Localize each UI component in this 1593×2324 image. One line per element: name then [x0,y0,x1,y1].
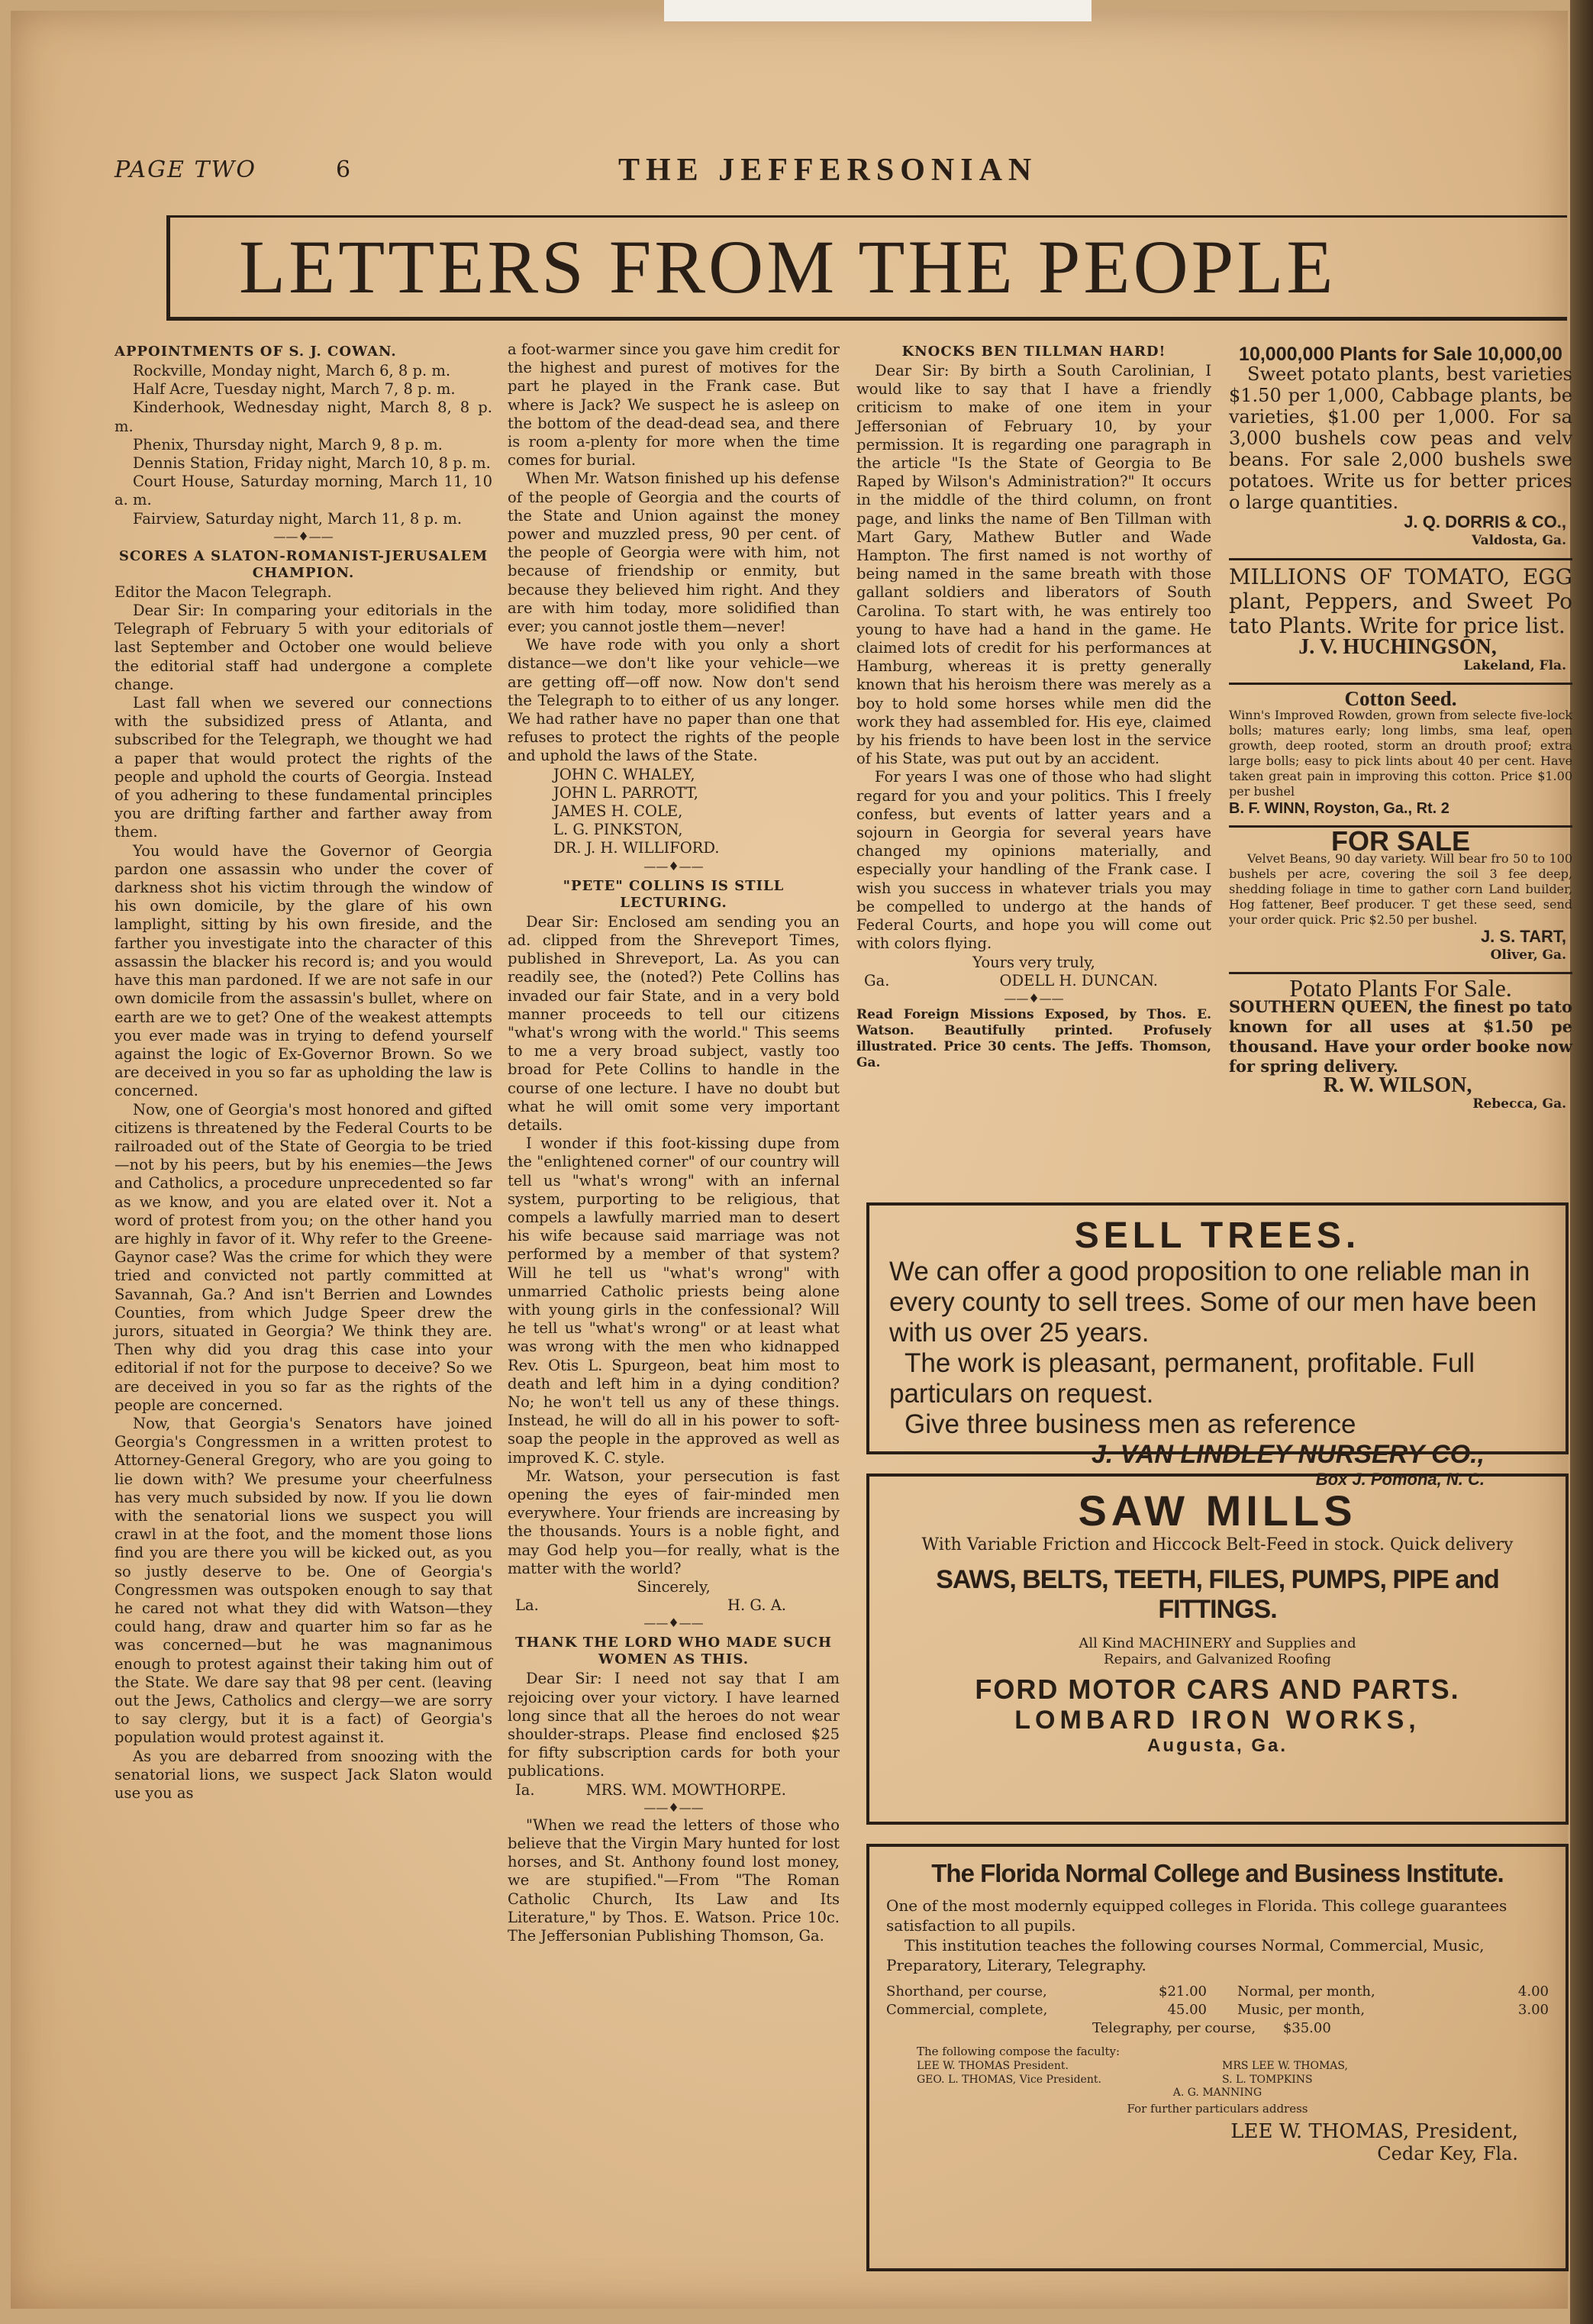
letter-paragraph: Dear Sir: I need not say that I am rejoicing over your victory. I have learned long since that all the heroes do not wear shoulder-straps. Please find enclosed $25 for fifty subscription cards for both your publications. [508,1670,840,1780]
signature-place: Ia. [515,1780,535,1799]
ad-plants [1229,341,1572,560]
faculty-member: A. G. MANNING [1172,2087,1262,2099]
ad-location: Oliver, Ga. [1490,947,1566,963]
headline-tillman: KNOCKS BEN TILLMAN HARD! [901,344,1166,360]
signer: JOHN C. WHALEY, [553,765,695,783]
book-quote: "When we read the letters of those who believe that the Virgin Mary hunted for lost horses, and St. Anthony found lost money, we are stupified."—From "The Roman Catholic Church, Its Law and Its Literature," by Thos. E. Watson. Price 10c. The Jeffersonian Publishing Thomson, Ga. [508,1816,840,1945]
price-value: $35.00 [1282,2020,1331,2036]
ad-saw-mills [866,1473,1569,1825]
ad-location: Lakeland, Fla. [1463,657,1566,673]
appointment-item: Half Acre, Tuesday night, March 7, 8 p. m. [133,380,456,399]
signature-line [508,1781,840,1799]
ad-sell-trees [866,1202,1569,1489]
ad-title: SAW MILLS [1078,1486,1357,1535]
price-label: Shorthand, per course, [886,1983,1047,2000]
ad-location: Augusta, Ga. [1146,1735,1288,1756]
ad-tomato [1229,560,1572,685]
ad-title: Cotton Seed. [1344,687,1457,711]
column-2 [508,341,840,1945]
book-ad: Read Foreign Missions Exposed, by Thos. E. Watson. Beautifully printed. Profusely illustrated. Price 30 cents. The Jeffs. Thomson, Ga. [856,1006,1211,1070]
letter-paragraph: a foot-warmer since you gave him credit for the highest and purest of motives for the part he played in the Frank case. But where is Jack? We suspect he is asleep on the bottom of the dead-dead sea, and there is room a-plenty for more when the time comes for burial. [508,341,840,470]
headline-slaton: SCORES A SLATON-ROMANIST-JERUSALEM CHAMPION. [118,547,489,581]
ad-title: Potato Plants For Sale. [1289,974,1512,1002]
appointment-item: Rockville, Monday night, March 6, 8 p. m. [133,362,451,379]
banner-title: LETTERS FROM THE PEOPLE [239,224,1337,309]
ad-title: 10,000,000 Plants for Sale 10,000,00 [1239,344,1562,365]
price-value: 4.00 [1517,1983,1549,2000]
ad-florida-normal [866,1844,1569,2271]
letter-paragraph: Now, that Georgia's Senators have joined Georgia's Congressmen in a written protest to Attorney-General Gregory, who are you going to lie down with? We presume your cheerfulness has very much subsided by now. If you lie down with the senatorial lions we suspect you will crawl in at the foot, and the moment those lions find you are there you will be kicked out, as you so justly deserve to be. One of Georgia's Congressmen was outspoken enough to say that he cared not what they did with Watson—they could hang, draw and quarter him so far as he was concerned—but he was magnanimous enough to protest against their taking him out of the State. We dare say that 98 per cent. (leaving out the Jews, Catholics and clergy—we are sorry to say clergy, but it is a fact) of Georgia's population would protest against it. [114,1414,492,1747]
page-number: 6 [336,157,351,183]
faculty-list [886,2059,1549,2087]
ad-body: The work is pleasant, permanent, profitable. Full particulars on request. [889,1348,1475,1409]
price-table [886,1983,1549,2019]
signature-place: La. [515,1596,539,1615]
headline-thank-the-lord: THANK THE LORD WHO MADE SUCH WOMEN AS THIS. [515,1635,832,1668]
ad-advertiser: J. VAN LINDLEY NURSERY CO., [1091,1440,1485,1469]
ad-body: MILLIONS OF TOMATO, EGG plant, Peppers, and Sweet Po tato Plants. Write for price list. [1229,563,1572,638]
letter-salutation: Editor the Macon Telegraph. [114,583,332,601]
signer: DR. J. H. WILLIFORD. [553,839,720,857]
ad-subtitle: With Variable Friction and Hiccock Belt-Feed in stock. Quick delivery [921,1535,1514,1554]
price-label: Commercial, complete, [886,2002,1048,2018]
letter-paragraph: Last fall when we severed our connections with the subsidized press of Atlanta, and subscribed for the Telegraph, we thought we had a paper that would protect the rights of the people and uphold the courts of Georgia. Instead of you adhering to these fundamental principles you are drifting farther and farther away from them. [114,694,492,841]
ad-advertiser: B. F. WINN, Royston, Ga., Rt. 2 [1229,800,1450,818]
price-value: 3.00 [1517,2002,1549,2018]
ad-body: Give three business men as reference [905,1409,1356,1439]
price-row [886,2019,1549,2038]
letter-paragraph: I wonder if this foot-kissing dupe from the "enlightened corner" of our country will tell us "what's wrong" with an infernal system, purporting to be religious, that compels a lawfully married man to desert his wife because said marriage was not performed by a member of that system? Will he tell us "what's wrong" with unmarried Catholic priests being alone with young girls in the confessional? Will he tell us "what's wrong" or at least what was wrong with the men who kidnapped Rev. Otis L. Spurgeon, beat him most to death and left him in a dying condition? No; he won't tell us any of these things. Instead, he will do all in his power to soft-soap the people in the approved as well as improved K. C. style. [508,1135,840,1467]
headline-appointments: APPOINTMENTS OF S. J. COWAN. [114,344,397,360]
ad-body: Sweet potato plants, best varieties $1.50 per 1,000, Cabbage plants, be varieties, $1.00 per 1,000. For sa 3,000 bushels cow peas and velv beans. For sale 2,000 bushels swe potatoes. Write us for better prices o large quantities. [1229,363,1572,514]
further-info: For further particulars address [1127,2102,1308,2116]
price-label: Normal, per month, [1237,1983,1375,2000]
signer: L. G. PINKSTON, [553,821,683,839]
ad-advertiser: J. Q. DORRIS & CO., [1404,512,1566,532]
letter-paragraph: Dear Sir: By birth a South Carolinian, I would like to say that I have a friendly criticism to make of one item in your Jeffersonian of February 10, by your permission. It is regarding one paragraph in the article "Is the State of Georgia to Be Raped by Wilson's Administration?" It occurs in the middle of the third column, on front page, and links the name of Ben Tillman with Mart Gary, Mathew Butler and Wade Hampton. The first named is not worthy of being named in the same breath with those gallant soldiers and liberators of South Carolina. To start with, he was entirely too young to have had a hand in the game. He claimed lots of credit for his performances at Hamburg, whereas it is pretty generally known that his heroism there was merely as a boy to hold some horses while men did the work they had assembled for. His eye, claimed by his friends to have been lost in the service of his State, was put out by an accident. [856,362,1211,768]
ad-location: Cedar Key, Fla. [1377,2143,1518,2164]
signature-name: H. G. A. [727,1596,786,1615]
ad-body: Winn's Improved Rowden, grown from selecte five-lock bolls; matures early; long limbs, sma leaf, open growth, deep rooted, storm an drouth proof; extra large bolls; easy to pick lints about 40 per cent. Have taken great pain in improving this cotton. Price $1.00 per bushel [1229,708,1572,799]
letter-paragraph: For years I was one of those who had slight regard for you and your politics. This I freely confess, but events of latter years and a sojourn in Georgia for several years have changed my opinions materially, and especially your handling of the Frank case. I wish you success in whatever trials you may be compelled to undergo at the hands of Federal Courts, and hope you will come out with colors flying. [856,768,1211,953]
separator: ——♦—— [643,1616,704,1631]
ad-advertiser: R. W. WILSON, [1323,1073,1472,1098]
ad-advertiser: J. S. TART, [1480,926,1566,946]
price-label: Music, per month, [1237,2002,1366,2018]
ad-cotton-seed [1229,685,1572,828]
separator: ——♦—— [643,1799,704,1815]
price-label: Telegraphy, per course, [1092,2020,1256,2036]
ad-location: Box J. Pomona, N. C. [1315,1470,1485,1489]
faculty-member: S. L. TOMPKINS [1222,2074,1313,2086]
faculty-member: GEO. L. THOMAS, Vice President. [917,2074,1101,2086]
ad-headline: SAWS, BELTS, TEETH, FILES, PUMPS, PIPE and FITTINGS. [936,1565,1499,1624]
faculty-member: MRS LEE W. THOMAS, [1222,2060,1348,2072]
signature-name: ODELL H. DUNCAN. [999,971,1158,989]
ad-potato-plants [1229,974,1572,1122]
separator: ——♦—— [273,528,334,544]
column-1 [114,341,492,1803]
closing: Yours very truly, [972,953,1095,971]
signature-place: Ga. [864,971,890,989]
ad-title: FOR SALE [1330,825,1470,857]
faculty-member: LEE W. THOMAS President. [917,2060,1069,2072]
letter-paragraph: Dear Sir: In comparing your editorials in the Telegraph of February 5 with your editorials of last September and October one would believe the editorial staff had undergone a complete change. [114,602,492,693]
faculty-heading: The following compose the faculty: [917,2045,1121,2058]
ad-title: The Florida Normal College and Business Institute. [931,1859,1504,1887]
letter-paragraph: Mr. Watson, your persecution is fast opening the eyes of fair-minded men everywhere. Your friends are increasing by the thousands. Yours is a noble fight, and may God help you—for really, what is the matter with the world? [508,1467,840,1577]
ad-body: One of the most modernly equipped colleges in Florida. This college guarantees satisfaction to all pupils. [886,1896,1508,1935]
signer: JAMES H. COLE, [553,802,683,821]
ad-body: SOUTHERN QUEEN, the finest po tato known for all uses at $1.50 pe thousand. Have your order booke now for spring delivery. [1229,997,1572,1076]
letter-paragraph: You would have the Governor of Georgia pardon one assassin who under the cover of darkness shot his victim through the window of his own domicile, by the glare of his own lamplight, sitting by his own fireside, and the farther you investigate into the character of this assassin the blacker his record is; and you would have this man pardoned. If we are not safe in our own domicile from the assassin's bullet, where on earth are we to get? One of the weakest attempts you ever made was in trying to defend yourself against the logic of Ex-Governor Brown. So we are deceived in you so far as upholding the law is concerned. [114,841,492,1100]
separator: ——♦—— [1004,990,1064,1005]
appointment-item: Court House, Saturday morning, March 11, 10 a. m. [114,473,492,509]
ad-for-sale [1229,825,1572,974]
section-banner [166,215,1567,321]
column-3 [856,341,1211,1071]
appointment-item: Phenix, Thursday night, March 9, 8 p. m. [133,435,443,454]
page-header [114,153,1565,195]
ad-body: We can offer a good proposition to one reliable man in every county to sell trees. Some of our men have been with us over 25 years. [889,1257,1537,1348]
appointment-item: Kinderhook, Wednesday night, March 8, 8 p. m. [114,399,492,435]
ad-title: SELL TREES. [1074,1215,1361,1256]
ad-line: Repairs, and Galvanized Roofing [1104,1651,1331,1667]
letter-paragraph: As you are debarred from snoozing with the senatorial lions, we suspect Jack Slaton would use you as [114,1747,492,1803]
ad-headline: FORD MOTOR CARS AND PARTS. [975,1674,1460,1705]
top-margin-strip [664,0,1092,21]
appointment-item: Dennis Station, Friday night, March 10, 8 p. m. [133,454,491,473]
letter-paragraph: When Mr. Watson finished up his defense of the people of Georgia and the courts of the State and Union against the money power and muzzled press, 90 per cent. of the people of Georgia were with him, not because of friendship or enmity, but because they believed him right. And they are with him today, more solidified than ever; you cannot jostle them—never! [508,470,840,636]
price-value: 45.00 [1167,2002,1207,2018]
binding-edge [1570,0,1593,2324]
price-value: $21.00 [1159,1983,1207,2000]
signer: JOHN L. PARROTT, [553,783,698,802]
ad-advertiser: LOMBARD IRON WORKS, [1014,1706,1420,1735]
ad-body: This institution teaches the following courses Normal, Commercial, Music, Preparatory, Literary, Telegraphy. [886,1936,1485,1974]
letter-paragraph: Now, one of Georgia's most honored and gifted citizens is threatened by the Federal Courts to be railroaded out of the State of Georgia to be tried—not by his peers, but by his enemies—the Jews and Catholics, a procedure unprecedented so far as we know, and you are elated over it. Not a word of protest from you; on the other hand you are highly in favor of it. Why refer to the Greene-Gaynor case? Was the crime for which they were tried and convicted not partly committed at Savannah, Ga.? And isn't Berrien and Lowndes Counties, from which Judge Speer drew the jurors, situated in Georgia? We think they are. Then why did you drag this case into your editorial if not for the purpose to deceive? So we are deceived in you so far as the rights of the people are concerned. [114,1100,492,1414]
letter-paragraph: We have rode with you only a short distance—we don't like your vehicle—we are getting off—off now. Now don't send the Telegraph to to either of us any longer. We had rather have no paper than one that refuses to protect the rights of the people and uphold the laws of the State. [508,636,840,765]
appointment-item: Fairview, Saturday night, March 11, 8 p. m. [133,509,463,528]
signature-line [508,1596,840,1615]
ad-location: Rebecca, Ga. [1472,1096,1566,1112]
ad-location: Valdosta, Ga. [1471,533,1566,549]
masthead: THE JEFFERSONIAN [618,153,1038,188]
letter-paragraph: Dear Sir: Enclosed am sending you an ad. clipped from the Shreveport Times, published in Shreveport, La. As you can readily see, the (noted?) Pete Collins has invaded our fair State, and in a very bold manner proceeds to tell our citizens "what's wrong with the world." This seems to me a very broad subject, vastly too broad for Pete Collins to handle in the course of one lecture. I have no doubt but what he will omit some very important details. [508,912,840,1134]
ad-advertiser: J. V. HUCHINGSON, [1298,634,1497,659]
signature-line [856,972,1211,990]
page-label: PAGE TWO [114,157,256,183]
signature-name: MRS. WM. MOWTHORPE. [585,1780,786,1799]
column-4-ads [1229,341,1572,1122]
headline-collins: "PETE" COLLINS IS STILL LECTURING. [563,877,785,911]
separator: ——♦—— [643,858,704,873]
ad-body: Velvet Beans, 90 day variety. Will bear fro 50 to 100 bushels per acre, covering the soil 3 fee deep, shedding foliage in time to gather corn Land builder, Hog fattener, Beef producer. T get these seed, send your order quick. Pric $2.50 per bushel. [1229,851,1572,927]
closing: Sincerely, [637,1578,711,1596]
ad-line: All Kind MACHINERY and Supplies and [1079,1635,1356,1651]
ad-advertiser: LEE W. THOMAS, President, [1230,2120,1518,2143]
